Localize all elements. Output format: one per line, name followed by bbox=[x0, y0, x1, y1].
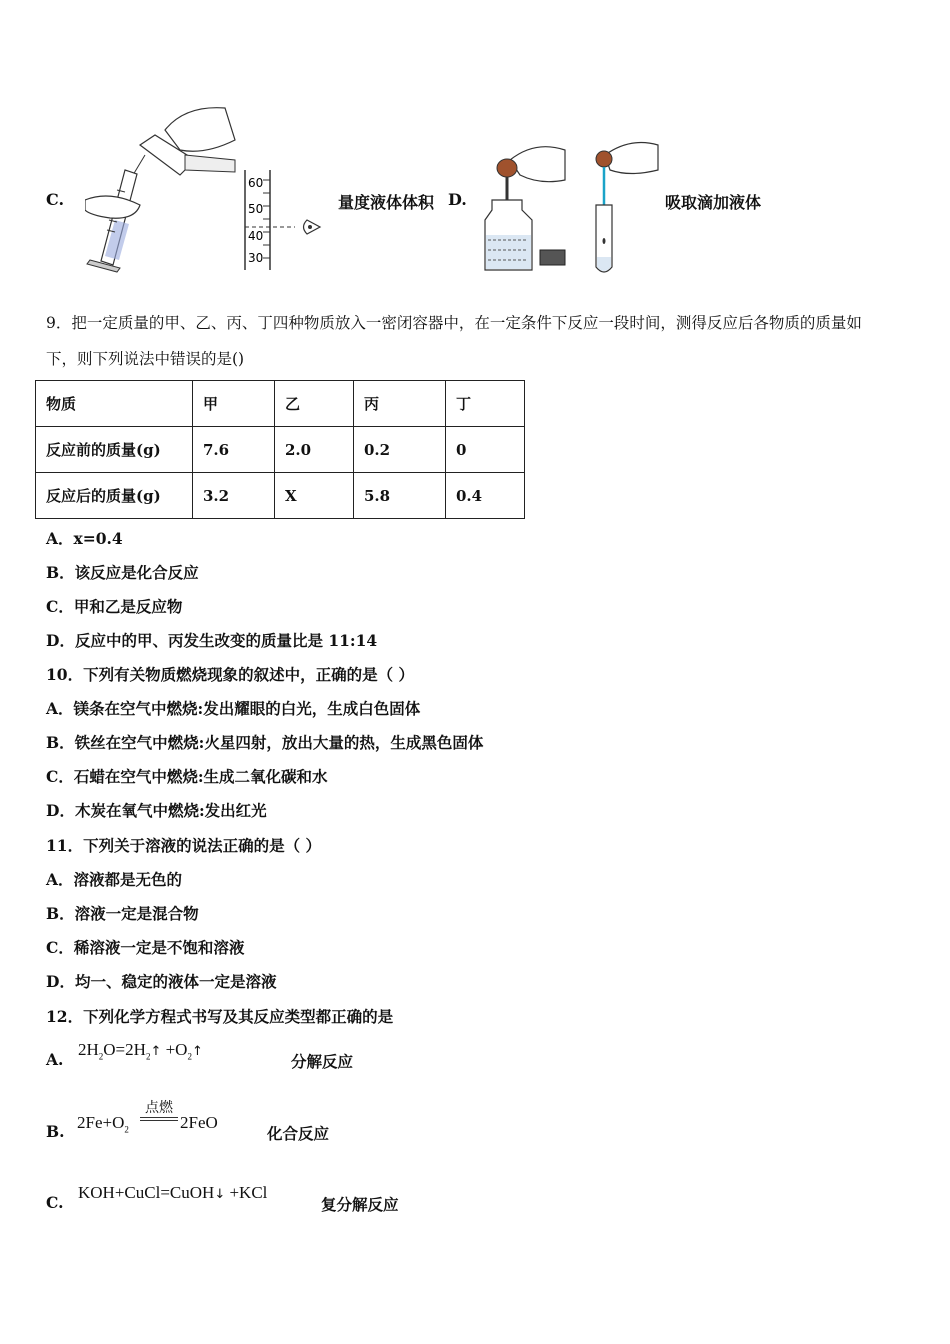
table-cell: 0.4 bbox=[446, 473, 525, 519]
dropper-illustration bbox=[480, 135, 665, 280]
table-cell: X bbox=[275, 473, 354, 519]
q12-option-b-condition: 点燃 bbox=[145, 1100, 173, 1116]
reaction-equals-sign bbox=[140, 1117, 178, 1121]
table-cell: 0 bbox=[446, 427, 525, 473]
table-header-cell: 甲 bbox=[193, 381, 275, 427]
table-cell: 反应后的质量(g) bbox=[36, 473, 193, 519]
scale-tick-30: 30 bbox=[248, 251, 264, 265]
measuring-cylinder-pouring-illustration bbox=[85, 100, 345, 275]
q10-option-d: D．木炭在氧气中燃烧:发出红光 bbox=[46, 801, 267, 820]
q11-option-b: B．溶液一定是混合物 bbox=[46, 904, 199, 923]
q11-option-a: A．溶液都是无色的 bbox=[46, 870, 183, 889]
q9-text-line1: 9．把一定质量的甲、乙、丙、丁四种物质放入一密闭容器中，在一定条件下反应一段时间，测得反应后各物质的质量如 bbox=[46, 314, 862, 332]
q12-option-b-label: B. bbox=[46, 1122, 65, 1141]
table-row bbox=[36, 473, 525, 519]
table-cell: 0.2 bbox=[354, 427, 446, 473]
table-cell: 3.2 bbox=[193, 473, 275, 519]
option-d-label: D. bbox=[448, 190, 467, 209]
table-cell: 反应前的质量(g) bbox=[36, 427, 193, 473]
table-header-cell: 乙 bbox=[275, 381, 354, 427]
scale-tick-60: 60 bbox=[248, 176, 264, 190]
q12-option-a-label: A. bbox=[46, 1050, 64, 1069]
q9-option-c: C．甲和乙是反应物 bbox=[46, 597, 183, 616]
q12-option-a-type: 分解反应 bbox=[291, 1052, 354, 1071]
q9-option-b: B．该反应是化合反应 bbox=[46, 563, 199, 582]
option-c-label: C. bbox=[46, 190, 65, 209]
q12-option-c-equation: KOH+CuCl=CuOH↓ +KCl bbox=[78, 1183, 268, 1202]
q12-option-b-product: 2FeO bbox=[180, 1113, 218, 1132]
q12-option-b-type: 化合反应 bbox=[267, 1124, 330, 1143]
q9-text-line2: 下，则下列说法中错误的是() bbox=[46, 350, 245, 368]
scale-tick-50: 50 bbox=[248, 202, 264, 216]
scale-tick-40: 40 bbox=[248, 229, 264, 243]
q9-option-d: D．反应中的甲、丙发生改变的质量比是 11:14 bbox=[46, 631, 378, 650]
table-header-row bbox=[36, 381, 525, 427]
table-header-cell: 丙 bbox=[354, 381, 446, 427]
q12-option-a-equation: $2H_2O=2H_2↑$ $+O_2↑$ bbox=[78, 1040, 203, 1062]
q11-option-c: C．稀溶液一定是不饱和溶液 bbox=[46, 938, 245, 957]
q12-option-c-type: 复分解反应 bbox=[321, 1195, 399, 1214]
q11-option-d: D．均一、稳定的液体一定是溶液 bbox=[46, 972, 277, 991]
q9-mass-table bbox=[35, 380, 525, 519]
q12-text: 12．下列化学方程式书写及其反应类型都正确的是 bbox=[46, 1007, 394, 1026]
table-header-cell: 丁 bbox=[446, 381, 525, 427]
table-cell: 7.6 bbox=[193, 427, 275, 473]
table-cell: 5.8 bbox=[354, 473, 446, 519]
q9-option-a: A．x=0.4 bbox=[46, 529, 123, 548]
q11-text: 11．下列关于溶液的说法正确的是（ ） bbox=[46, 836, 321, 855]
q12-option-b-equation: $2Fe+O_2$ bbox=[77, 1113, 129, 1135]
q10-option-a: A．镁条在空气中燃烧:发出耀眼的白光，生成白色固体 bbox=[46, 699, 421, 718]
q12-option-c-label: C. bbox=[46, 1193, 64, 1212]
option-c-caption: 量度液体体积 bbox=[338, 193, 435, 212]
table-row bbox=[36, 427, 525, 473]
option-d-caption: 吸取滴加液体 bbox=[665, 193, 762, 212]
q10-option-c: C．石蜡在空气中燃烧:生成二氧化碳和水 bbox=[46, 767, 328, 786]
q10-option-b: B．铁丝在空气中燃烧:火星四射，放出大量的热，生成黑色固体 bbox=[46, 733, 484, 752]
table-cell: 2.0 bbox=[275, 427, 354, 473]
table-header-cell: 物质 bbox=[36, 381, 193, 427]
q10-text: 10．下列有关物质燃烧现象的叙述中，正确的是（ ） bbox=[46, 665, 414, 684]
